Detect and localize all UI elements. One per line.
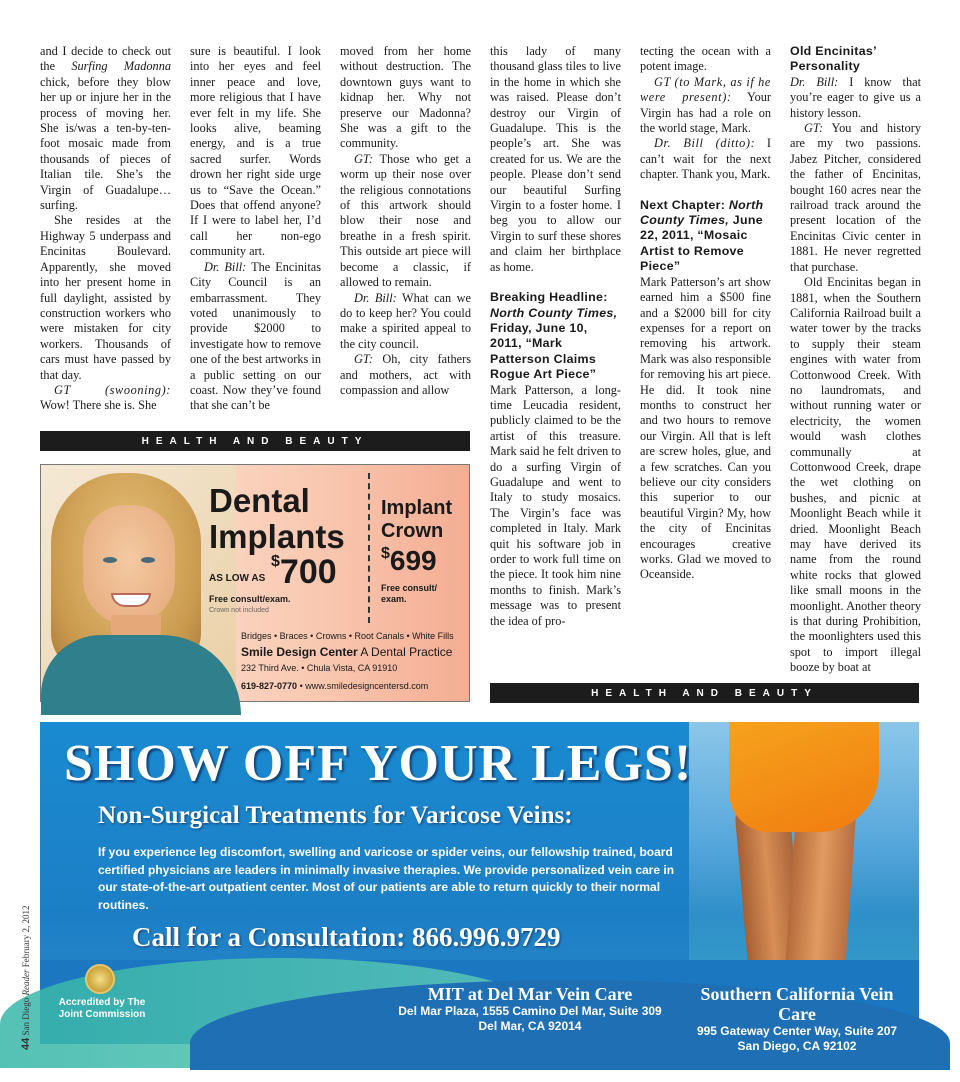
dental-price bbox=[271, 553, 337, 592]
paragraph-text-cont: Your Virgin has had a role on the world stage, Mark. bbox=[640, 90, 771, 136]
folio-text bbox=[20, 906, 32, 1051]
subhead-detail: June 22, 2011, “Mosaic Artist to Remove Piece” bbox=[640, 213, 763, 274]
column-subhead bbox=[790, 44, 921, 75]
page-number: 44 bbox=[20, 1037, 32, 1050]
article-paragraph bbox=[490, 383, 621, 630]
paragraph-text: and I decide to check out the bbox=[40, 44, 171, 74]
paragraph-text: She resides at the Highway 5 underpass and Encinitas Boulevard. Apparently, she moved into her present home in full daylight, assisted by construction workers who were mistaken for city workers. Thousands of cars must have passed by that day. bbox=[40, 213, 171, 382]
dental-price-value: 700 bbox=[279, 553, 337, 591]
article-paragraph bbox=[490, 44, 621, 275]
sarong-image bbox=[729, 722, 879, 832]
paragraph-text-cont: Wow! There she is. She bbox=[40, 398, 157, 413]
dental-free-consult: Free consult/exam. bbox=[209, 594, 291, 604]
subhead-detail: Friday, June 10, 2011, “Mark Patterson Claims Rogue Art Piece” bbox=[490, 320, 597, 382]
dental-center-name bbox=[241, 645, 452, 659]
article-column-1 bbox=[40, 44, 171, 414]
paragraph-text-cont: What can we do to keep her? You could make a spirited appeal to the city council. bbox=[340, 290, 471, 351]
dental-phone[interactable]: 619-827-0770 bbox=[241, 681, 298, 691]
paragraph-text: moved from her home without destruction. The downtown guys want to kidnap her. Why not preserve our Madonna? She was a gift to the community. bbox=[340, 44, 471, 151]
article-paragraph bbox=[640, 136, 771, 182]
paragraph-italic: Dr. Bill: bbox=[354, 290, 397, 305]
dental-divider bbox=[368, 473, 370, 623]
paragraph-gap bbox=[640, 183, 771, 198]
location-san-diego-city: San Diego, CA 92102 bbox=[737, 1039, 857, 1053]
location-san-diego bbox=[682, 984, 912, 1054]
issue-date: February 2, 2012 bbox=[21, 905, 31, 968]
paragraph-italic: Surfing Madonna bbox=[71, 59, 171, 74]
portrait-shirt bbox=[41, 635, 241, 715]
article-paragraph bbox=[40, 383, 171, 414]
location-del-mar-city: Del Mar, CA 92014 bbox=[478, 1019, 582, 1033]
article-paragraph bbox=[340, 352, 471, 398]
portrait-face bbox=[83, 505, 175, 625]
dental-contact bbox=[241, 681, 428, 691]
article-paragraph bbox=[640, 275, 771, 583]
vein-ad-call[interactable]: Call for a Consultation: 866.996.9729 bbox=[132, 922, 561, 952]
article-paragraph bbox=[40, 44, 171, 213]
dental-website[interactable]: • www.smiledesigncentersd.com bbox=[297, 681, 429, 691]
location-del-mar-address: Del Mar Plaza, 1555 Camino Del Mar, Suite 309 bbox=[398, 1004, 662, 1018]
article-paragraph bbox=[790, 275, 921, 676]
paragraph-text-cont: Those who get a worm up their nose over the religious connotations of this artwork should blow their nose and breathe in a fresh spirit. This outside art piece will become a classic, if allowed to remain. bbox=[340, 151, 471, 290]
portrait-eye-left bbox=[103, 557, 117, 563]
paragraph-text: this lady of many thousand glass tiles to live in the home in which she was raised. Please don’t destroy our Virgin of Guadalupe. This is the people’s art. She was created for us. We are the people. Please don’t send our beautiful Surfing Virgin to a foster home. I beg you to allow our Virgin to surf these shores and claim her birthplace as home. bbox=[490, 44, 621, 274]
subhead-publication: North County Times, bbox=[640, 197, 764, 228]
accreditation-text: Accredited by The Joint Commission bbox=[58, 997, 146, 1020]
paragraph-text-cont: I know that you’re eager to give us a history lesson. bbox=[790, 74, 921, 120]
vein-ad-title: SHOW OFF YOUR LEGS! bbox=[64, 735, 693, 792]
paragraph-italic: Dr. Bill (ditto): bbox=[654, 136, 756, 151]
paragraph-italic: GT (swooning): bbox=[54, 382, 171, 397]
paragraph-text-cont: chick, before they blow her up or injure her in the process of moving her. She is/was a ten-by-ten-foot mosaic made from thousands of pieces of Italian tile. She’s the Virgin of Guadalupe… surfing. bbox=[40, 74, 171, 213]
article-paragraph bbox=[340, 291, 471, 353]
article-paragraph bbox=[340, 152, 471, 291]
publication-name: San Diego bbox=[21, 997, 31, 1036]
paragraph-italic: Dr. Bill: bbox=[790, 74, 839, 89]
article-column-6 bbox=[790, 44, 921, 676]
location-del-mar bbox=[385, 984, 675, 1034]
paragraph-text: Mark Patterson’s art show earned him a $500 fine and a $2000 bill for city expenses for a report on removing his artwork. Mark was also responsible for removing his art piece. He did. It took nine months to construct her and two hours to remove our Virgin. All that is left are screw holes, glue, and a few scratches. Can you believe our city considers this superior to our beautiful Virgin? My, how the city of Encinitas encourages creative works. Glad we moved to Oceanside. bbox=[640, 274, 771, 582]
article-column-2 bbox=[190, 44, 321, 414]
dental-implants-ad[interactable] bbox=[40, 464, 470, 702]
article-paragraph bbox=[340, 44, 471, 152]
dental-services: Bridges • Braces • Crowns • Root Canals • White Fills bbox=[241, 631, 454, 641]
subhead-text: Old Encinitas’ Personality bbox=[790, 44, 877, 74]
paragraph-italic: GT (to Mark, as if he were present): bbox=[640, 74, 771, 105]
paragraph-italic: GT: bbox=[804, 121, 824, 136]
dental-as-low-as: AS LOW AS bbox=[209, 573, 266, 584]
center-name: Smile Design Center bbox=[241, 645, 358, 659]
model-portrait bbox=[41, 465, 236, 703]
paragraph-text-cont: Oh, city fathers and mothers, act with compassion and allow bbox=[340, 352, 471, 397]
paragraph-italic: GT: bbox=[354, 352, 374, 367]
paragraph-italic: Dr. Bill: bbox=[204, 259, 247, 274]
article-paragraph bbox=[190, 44, 321, 260]
paragraph-italic: GT: bbox=[354, 151, 374, 166]
column-subhead bbox=[640, 198, 771, 275]
page-folio bbox=[18, 890, 34, 1050]
section-bar-left: HEALTH AND BEAUTY bbox=[40, 431, 470, 451]
paragraph-text: sure is beautiful. I look into her eyes and feel inner peace and love, more religious that I have ever felt in my life. She looks alive, beaming energy, and is a true sacred surfer. Words drown her right side urge us to “Save the Ocean.” Does that offend anyone? If I were to label her, I’d call her non-ego community art. bbox=[190, 44, 321, 259]
article-paragraph bbox=[40, 213, 171, 382]
article-paragraph bbox=[790, 121, 921, 275]
location-san-diego-address: 995 Gateway Center Way, Suite 207 bbox=[696, 1024, 898, 1038]
dental-crown-note: Crown not included bbox=[209, 607, 269, 614]
paragraph-text: tecting the ocean with a potent image. bbox=[640, 44, 771, 74]
paragraph-text-cont: You and history are my two passions. Jabez Pitcher, considered the father of Encinitas, bought 160 acres near the railroad track around the present location of the Encinitas Civic center in 1881. He never regretted that purchase. bbox=[790, 121, 921, 274]
paragraph-text: Old Encinitas began in 1881, when the Southern California Railroad built a water tower by the tracks to supply their steam engines with water from Cottonwood Creek. With no laundromats, and without running water or electricity, the women would wash clothes communally at Cottonwood Creek, drape the wet clothing on bushes, and picnic at Moonlight Beach while it dried. Moonlight Beach may have derived its name from the round white rocks that glowed like small moons in the moonlight. Another theory is that during Prohibition, the moonlighters used this spot to import illegal booze by boat at bbox=[790, 275, 921, 675]
vein-ad-body: If you experience leg discomfort, swelling and varicose or spider veins, our fellowship trained, board certified physicians are leaders in minimally invasive therapies. We provide personalized vein care in our state-of-the-art outpatient center. Most of our patients are able to return quickly to their normal routines. bbox=[98, 845, 675, 912]
subhead-text: Next Chapter: bbox=[640, 197, 729, 212]
section-bar-right: HEALTH AND BEAUTY bbox=[490, 683, 919, 703]
portrait-eye-right bbox=[141, 557, 155, 563]
vein-ad-subtitle: Non-Surgical Treatments for Varicose Veins: bbox=[98, 802, 573, 829]
location-san-diego-name: Southern California Vein Care bbox=[700, 984, 894, 1024]
dental-title: Dental Implants bbox=[209, 482, 345, 555]
publication-name-italic: Reader bbox=[21, 969, 31, 996]
article-paragraph bbox=[790, 75, 921, 121]
article-column-3 bbox=[340, 44, 471, 398]
dental-address: 232 Third Ave. • Chula Vista, CA 91910 bbox=[241, 663, 398, 673]
paragraph-gap bbox=[490, 275, 621, 290]
center-tag: A Dental Practice bbox=[357, 645, 453, 659]
implant-free-consult: Free consult/ exam. bbox=[381, 583, 438, 604]
subhead-text: Breaking Headline: bbox=[490, 290, 608, 305]
article-paragraph bbox=[640, 44, 771, 75]
paragraph-text-cont: I can’t wait for the next chapter. Thank you, Mark. bbox=[640, 136, 771, 182]
article-column-4 bbox=[490, 44, 621, 629]
location-del-mar-name: MIT at Del Mar Vein Care bbox=[427, 984, 633, 1004]
column-subhead bbox=[490, 290, 621, 382]
article-paragraph bbox=[190, 260, 321, 414]
dental-currency: $ bbox=[271, 553, 280, 570]
paragraph-text: Mark Patterson, a long-time Leucadia resident, publicly claimed to be the artist of this treasure. Mark said he felt driven to do a surfing Virgin of Guadalupe and went to Italy to study mosaics. The Virgin’s face was completed in Italy. Mark quit his software job in order to work full time on the piece. It took him nine months to finish. Mark’s message was to present the idea of pro- bbox=[490, 382, 621, 628]
implant-currency: $ bbox=[381, 545, 390, 562]
implant-crown-price bbox=[381, 545, 437, 577]
paragraph-text-cont: The Encinitas City Council is an embarrassment. They voted unanimously to provide $2000 to investigate how to remove one of the best artworks in a public setting on our coast. Now they’ve found that she can’t be bbox=[190, 259, 321, 413]
implant-price-value: 699 bbox=[389, 545, 437, 576]
article-paragraph bbox=[640, 75, 771, 137]
joint-commission-seal-icon bbox=[85, 964, 115, 994]
subhead-publication: North County Times, bbox=[490, 305, 618, 320]
article-column-5 bbox=[640, 44, 771, 583]
implant-crown-title: Implant Crown bbox=[381, 497, 453, 542]
vein-care-ad[interactable] bbox=[40, 722, 919, 1053]
